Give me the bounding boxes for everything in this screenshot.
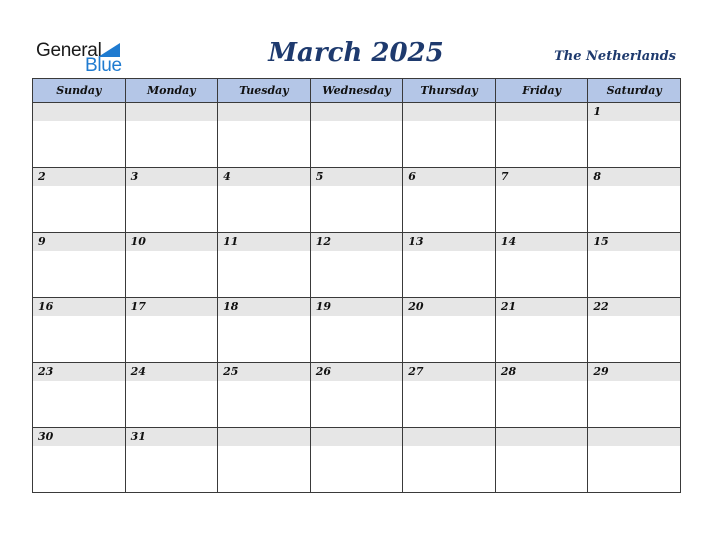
day-cell — [218, 103, 311, 168]
day-cell — [588, 103, 681, 168]
day-number: 2 — [38, 170, 46, 183]
day-number: 14 — [500, 235, 517, 248]
day-band — [496, 168, 588, 186]
country-label: The Netherlands — [554, 49, 676, 64]
day-cell — [310, 298, 403, 363]
day-cell — [33, 363, 126, 428]
day-number: 12 — [315, 235, 331, 248]
day-band — [126, 428, 218, 446]
day-band — [218, 233, 310, 251]
day-cell — [125, 233, 218, 298]
day-cell — [588, 298, 681, 363]
day-band — [311, 233, 403, 251]
week-row — [33, 103, 681, 168]
day-band — [588, 428, 680, 446]
day-cell — [403, 168, 496, 233]
week-row — [33, 298, 681, 363]
logo-word-general: General — [36, 40, 102, 61]
day-number: 26 — [315, 365, 331, 378]
weekday-header: Thursday — [403, 79, 496, 103]
day-number: 20 — [408, 300, 424, 313]
day-band — [311, 298, 403, 316]
day-band — [403, 363, 495, 381]
day-cell — [310, 428, 403, 493]
day-cell — [310, 233, 403, 298]
day-band — [496, 233, 588, 251]
day-cell — [310, 168, 403, 233]
day-number: 10 — [130, 235, 146, 248]
week-row — [33, 233, 681, 298]
week-row — [33, 363, 681, 428]
day-cell — [588, 363, 681, 428]
day-cell — [588, 233, 681, 298]
day-cell — [33, 103, 126, 168]
day-band — [311, 168, 403, 186]
day-number: 27 — [408, 365, 424, 378]
day-band — [588, 103, 680, 121]
day-band — [126, 363, 218, 381]
day-cell — [403, 233, 496, 298]
day-cell — [403, 428, 496, 493]
day-cell — [310, 103, 403, 168]
day-number: 7 — [500, 170, 509, 183]
day-cell — [588, 428, 681, 493]
week-row — [33, 168, 681, 233]
day-cell — [495, 298, 588, 363]
day-number: 30 — [38, 430, 54, 443]
day-number: 22 — [593, 300, 609, 313]
day-band — [218, 103, 310, 121]
day-band — [33, 168, 125, 186]
day-number: 1 — [593, 105, 602, 118]
day-band — [403, 103, 495, 121]
day-band — [33, 363, 125, 381]
day-band — [126, 298, 218, 316]
weekday-header: Friday — [495, 79, 588, 103]
day-cell — [218, 298, 311, 363]
day-band — [588, 168, 680, 186]
day-band — [218, 363, 310, 381]
day-cell — [218, 363, 311, 428]
day-band — [588, 233, 680, 251]
day-cell — [495, 103, 588, 168]
day-number: 16 — [38, 300, 54, 313]
day-band — [218, 168, 310, 186]
day-band — [496, 103, 588, 121]
weekday-header: Sunday — [33, 79, 126, 103]
day-number: 18 — [223, 300, 239, 313]
day-number: 5 — [315, 170, 324, 183]
day-cell — [495, 363, 588, 428]
day-cell — [125, 298, 218, 363]
day-band — [311, 428, 403, 446]
day-cell — [33, 168, 126, 233]
day-number: 24 — [130, 365, 146, 378]
day-band — [403, 298, 495, 316]
weekday-header: Tuesday — [218, 79, 311, 103]
weekday-header-row — [33, 79, 681, 103]
day-band — [126, 168, 218, 186]
logo-word-blue: Blue — [85, 55, 122, 76]
day-band — [496, 428, 588, 446]
day-number: 8 — [593, 170, 602, 183]
day-band — [311, 363, 403, 381]
day-cell — [588, 168, 681, 233]
day-band — [33, 103, 125, 121]
day-number: 17 — [130, 300, 146, 313]
day-cell — [33, 428, 126, 493]
day-band — [126, 103, 218, 121]
day-band — [33, 233, 125, 251]
day-cell — [403, 103, 496, 168]
day-band — [311, 103, 403, 121]
day-band — [496, 298, 588, 316]
day-number: 25 — [223, 365, 239, 378]
weekday-header: Monday — [125, 79, 218, 103]
day-band — [218, 428, 310, 446]
day-cell — [33, 233, 126, 298]
day-number: 19 — [315, 300, 331, 313]
weekday-header: Saturday — [588, 79, 681, 103]
calendar-grid — [32, 78, 681, 493]
day-number: 9 — [38, 235, 46, 248]
day-band — [33, 298, 125, 316]
day-number: 29 — [593, 365, 609, 378]
week-row — [33, 428, 681, 493]
day-number: 31 — [130, 430, 146, 443]
day-cell — [125, 363, 218, 428]
day-number: 13 — [408, 235, 424, 248]
day-band — [126, 233, 218, 251]
day-cell — [218, 168, 311, 233]
day-number: 6 — [408, 170, 416, 183]
day-cell — [495, 428, 588, 493]
day-cell — [310, 363, 403, 428]
day-band — [403, 233, 495, 251]
day-number: 15 — [593, 235, 609, 248]
day-band — [403, 428, 495, 446]
day-cell — [125, 428, 218, 493]
day-cell — [495, 168, 588, 233]
day-number: 21 — [500, 300, 517, 313]
day-number: 3 — [130, 170, 139, 183]
day-number: 23 — [38, 365, 54, 378]
day-band — [588, 298, 680, 316]
day-band — [33, 428, 125, 446]
day-band — [403, 168, 495, 186]
day-cell — [125, 168, 218, 233]
day-cell — [218, 233, 311, 298]
day-band — [218, 298, 310, 316]
day-cell — [495, 233, 588, 298]
day-cell — [403, 363, 496, 428]
day-cell — [403, 298, 496, 363]
day-number: 28 — [500, 365, 517, 378]
day-number: 4 — [223, 170, 231, 183]
day-band — [496, 363, 588, 381]
day-cell — [125, 103, 218, 168]
weekday-header: Wednesday — [310, 79, 403, 103]
day-number: 11 — [223, 235, 239, 248]
day-cell — [33, 298, 126, 363]
day-cell — [218, 428, 311, 493]
day-band — [588, 363, 680, 381]
page-title: March 2025 — [268, 38, 444, 68]
